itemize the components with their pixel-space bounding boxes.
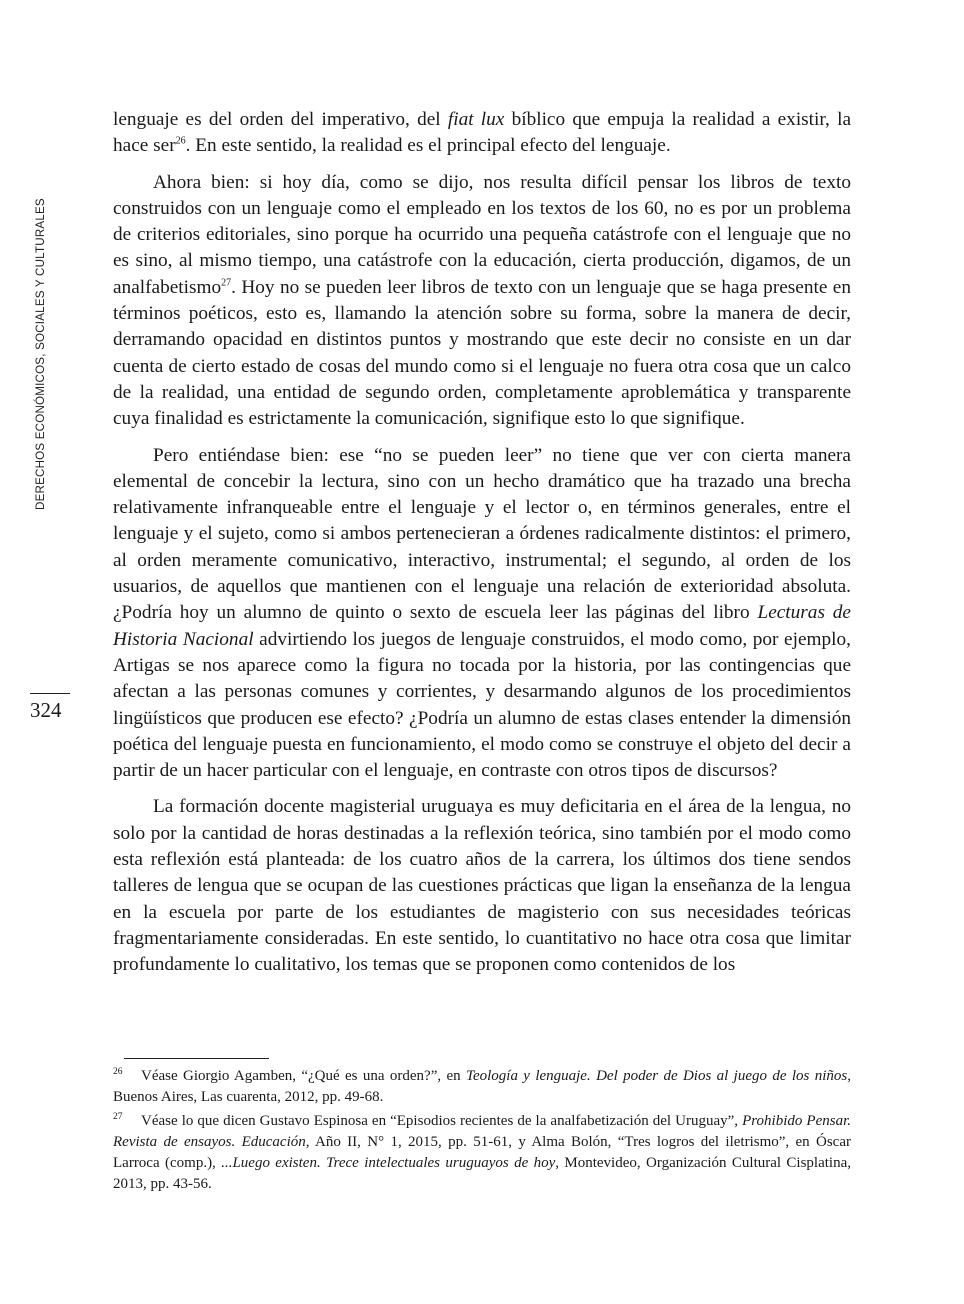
- paragraph-4: La formación docente magisterial uruguaya es muy deficitaria en el área de la lengua, no solo por la cantidad de horas destinadas a la reflexión teórica, sino también por el modo como esta reflexión está planteada: de los cuatro años de la carrera, los últimos dos tiene sendos talleres de lengua que se ocupan de las cuestiones prácticas que ligan la enseñanza de la lengua en la escuela por parte de los estudiantes de magisterio con sus necesidades teóricas fragmentariamente consideradas. En este sentido, lo cuantitativo no hace otra cosa que limitar profundamente lo cualitativo, los temas que se proponen como contenidos de los: [113, 796, 851, 976]
- text-span: lenguaje es del orden del imperativo, del: [113, 109, 448, 130]
- text-span: . En este sentido, la realidad es el principal efecto del lenguaje.: [185, 135, 671, 157]
- paragraph-2: [113, 170, 851, 433]
- text-span: bíblico que empuja la realidad a existir, la hace ser: [113, 109, 852, 157]
- text-span: , Buenos Aires, Las cuarenta, 2012, pp. 49-68.: [113, 1068, 852, 1105]
- text-span: , Montevideo, Organización Cultural Cisplatina, 2013, pp. 43-56.: [113, 1155, 852, 1192]
- body-text: [113, 107, 851, 989]
- text-span: , Año II, N° 1, 2015, pp. 51-61, y Alma Bolón, “Tres logros del iletrismo”, en Óscar Larroca (comp.),: [113, 1134, 851, 1171]
- page-number: 324: [30, 693, 70, 723]
- running-head-vertical: DERECHOS ECONÓMICOS, SOCIALES Y CULTURALES: [34, 198, 47, 510]
- emphasis-book-title: Lecturas de Historia Nacional: [113, 602, 851, 650]
- emphasis-title: ...Luego existen. Trece intelectuales uruguayos de hoy: [221, 1155, 556, 1171]
- footnote-26: 26 Véase Giorgio Agamben, “¿Qué es una orden?”, en Teología y lenguaje. Del poder de Dios al juego de los niños, Buenos Aires, Las cuarenta, 2012, pp. 49-68.: [113, 1067, 852, 1105]
- footnote-27: 27 Véase lo que dicen Gustavo Espinosa en “Episodios recientes de la analfabetización del Uruguay”, Prohibido Pensar. Revista de ensayos. Educación, Año II, N° 1, 2015, pp. 51-61, y Alma Bolón, “Tres logros del iletrismo”, en Óscar Larroca (comp.), ...Luego existen. Trece intelectuales uruguayos de hoy, Montevideo, Organización Cultural Cisplatina, 2013, pp. 43-56.: [113, 1112, 852, 1192]
- footnote-divider: [124, 1058, 269, 1059]
- text-span: Véase lo que dicen Gustavo Espinosa en “Episodios recientes de la analfabetización del Uruguay”,: [141, 1113, 743, 1129]
- footnote-ref-27[interactable]: 27: [221, 277, 232, 289]
- footnote-ref-26[interactable]: 26: [175, 135, 186, 147]
- emphasis-title: Teología y lenguaje. Del poder de Dios al juego de los niños: [465, 1068, 848, 1084]
- footnotes: [113, 1066, 851, 1198]
- paragraph-3: [113, 443, 851, 785]
- text-span: . Hoy no se pueden leer libros de texto con un lenguaje que se haga presente en términos poéticos, esto es, llamando la atención sobre su forma, sobre la manera de decir, derramando opacidad en distintos puntos y mostrando que este decir no consiste en un dar cuenta de cierto estado de cosas del mundo como si el lenguaje no fuera otra cosa que un calco de la realidad, una entidad de segundo orden, completamente aproblemática y transparente cuya finalidad es estrictamente la comunicación, signifique esto lo que signifique.: [113, 276, 851, 430]
- text-span: Véase Giorgio Agamben, “¿Qué es una orden?”, en: [141, 1068, 466, 1084]
- text-span: advirtiendo los juegos de lenguaje construidos, el modo como, por ejemplo, Artigas se nos aparece como la figura no tocada por la historia, por las contingencias que afectan a las personas comunes y corrientes, y desarmando algunos de los procedimientos lingüísticos que producen ese efecto? ¿Podría un alumno de estas clases entender la dimensión poética del lenguaje puesta en funcionamiento, el modo como se construye el objeto del decir a partir de un hacer particular con el lenguaje, en contraste con otros tipos de discursos?: [113, 628, 851, 782]
- text-span: Ahora bien: si hoy día, como se dijo, nos resulta difícil pensar los libros de texto construidos con un lenguaje como el empleado en los textos de los 60, no es por un problema de criterios editoriales, sino porque ha ocurrido una pequeña catástrofe con el lenguaje que no es sino, al mismo tiempo, una catástrofe con la educación, cierta producción, digamos, de un analfabetismo: [113, 171, 851, 298]
- emphasis: fiat lux: [447, 109, 505, 130]
- paragraph-1: [113, 107, 851, 160]
- emphasis-title: Prohibido Pensar. Revista de ensayos. Educación: [113, 1113, 851, 1150]
- text-span: Pero entiéndase bien: ese “no se pueden leer” no tiene que ver con cierta manera elemental de concebir la lectura, sino con un hecho dramático que ha trazado una brecha relativamente infranqueable entre el lenguaje y el lector o, en términos generales, entre el lenguaje y el sujeto, como si ambos pertenecieran a órdenes radicalmente distintos: el primero, al orden meramente comunicativo, interactivo, instrumental; el segundo, al orden de los usuarios, de aquellos que mantienen con el lenguaje una relación de exterioridad absoluta. ¿Podría hoy un alumno de quinto o sexto de escuela leer las páginas del libro: [113, 444, 851, 624]
